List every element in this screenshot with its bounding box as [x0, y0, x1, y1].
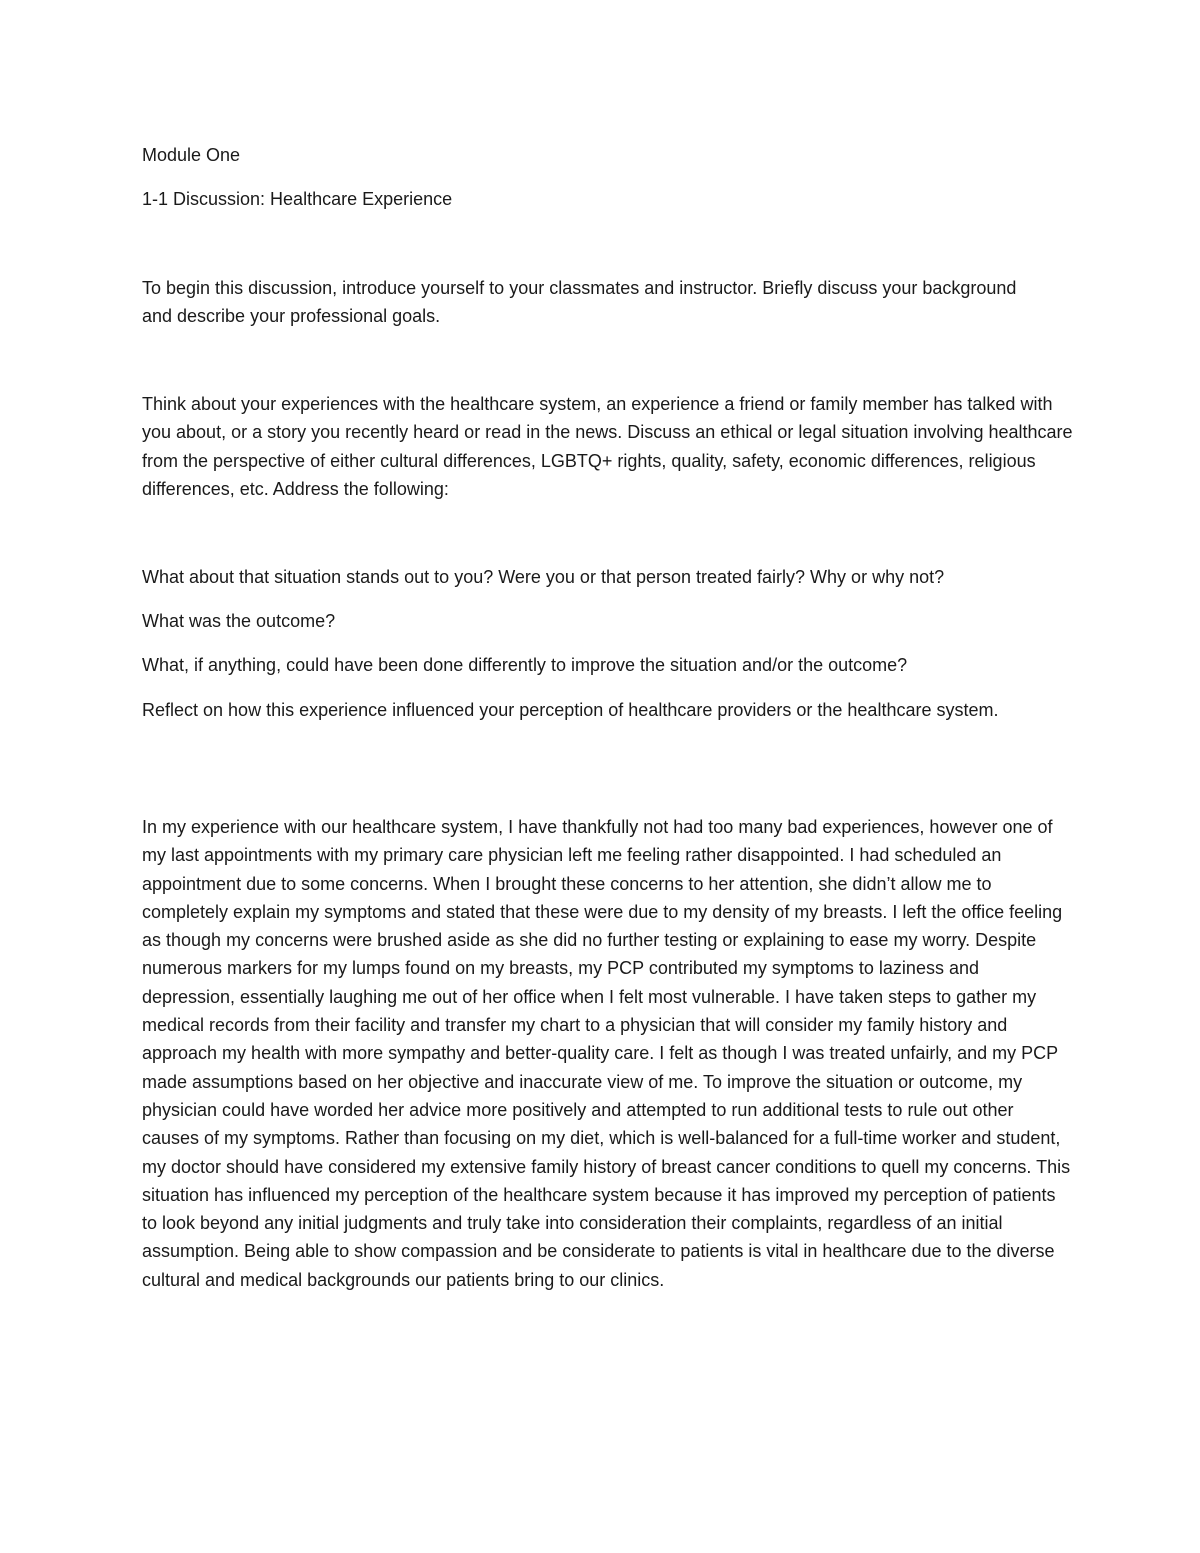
module-heading: Module One	[142, 145, 241, 165]
discussion-title: 1-1 Discussion: Healthcare Experience	[142, 189, 453, 209]
prompt-question: What about that situation stands out to you? Were you or that person treated fairly? Why or why not?	[142, 567, 945, 587]
prompt-question: What was the outcome?	[142, 611, 336, 631]
prompt-intro-paragraph: To begin this discussion, introduce yourself to your classmates and instructor. Briefly discuss your background and describe your professional goals.	[142, 278, 1017, 327]
prompt-context-paragraph: Think about your experiences with the healthcare system, an experience a friend or family member has talked with you about, or a story you recently heard or read in the news. Discuss an ethical or legal situation involving healthcare from the perspective of either cultural differences, LGBTQ+ rights, quality, safety, economic differences, religious differences, etc. Address the following:	[142, 394, 1073, 499]
prompt-question: What, if anything, could have been done differently to improve the situation and/or the outcome?	[142, 655, 908, 675]
response-paragraph: In my experience with our healthcare system, I have thankfully not had too many bad experiences, however one of my last appointments with my primary care physician left me feeling rather disappointed. I had scheduled an appointment due to some concerns. When I brought these concerns to her attention, she didn’t allow me to completely explain my symptoms and stated that these were due to my density of my breasts. I left the office feeling as though my concerns were brushed aside as she did no further testing or explaining to ease my worry. Despite numerous markers for my lumps found on my breasts, my PCP contributed my symptoms to laziness and depression, essentially laughing me out of her office when I felt most vulnerable. I have taken steps to gather my medical records from their facility and transfer my chart to a physician that will consider my family history and approach my health with more sympathy and better-quality care. I felt as though I was treated unfairly, and my PCP made assumptions based on her objective and inaccurate view of me. To improve the situation or outcome, my physician could have worded her advice more positively and attempted to run additional tests to rule out other causes of my symptoms. Rather than focusing on my diet, which is well-balanced for a full-time worker and student, my doctor should have considered my extensive family history of breast cancer conditions to quell my concerns. This situation has influenced my perception of the healthcare system because it has improved my perception of patients to look beyond any initial judgments and truly take into consideration their complaints, regardless of an initial assumption. Being able to show compassion and be considerate to patients is vital in healthcare due to the diverse cultural and medical backgrounds our patients bring to our clinics.	[142, 817, 1071, 1290]
prompt-question: Reflect on how this experience influenced your perception of healthcare providers or the healthcare system.	[142, 700, 999, 720]
